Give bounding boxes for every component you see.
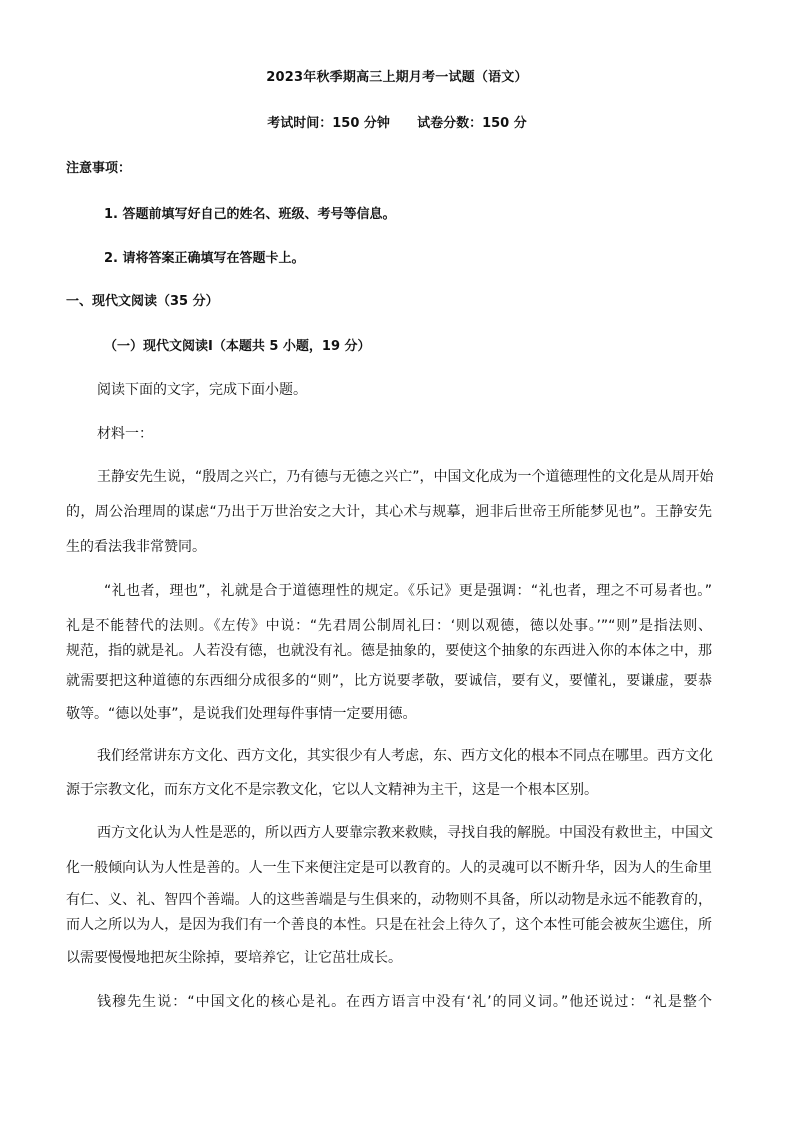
paragraph-2-line: “礼也者，理也”，礼就是合于道德理性的规定。《乐记》更是强调：“礼也者，理之不可易者也。”	[104, 583, 712, 599]
instruction-text: 阅读下面的文字，完成下面小题。	[97, 382, 307, 398]
paragraph-2-line: 敬等。“德以处事”，是说我们处理每件事情一定要用德。	[66, 706, 417, 722]
paragraph-1-line: 的，周公治理周的谋虑“乃出于万世治安之大计，其心术与规摹，迥非后世帝王所能梦见也”。王静安先	[66, 504, 712, 520]
paragraph-3-line: 源于宗教文化，而东方文化不是宗教文化，它以人文精神为主干，这是一个根本区别。	[66, 782, 598, 798]
section-heading: 一、现代文阅读（35 分）	[66, 294, 219, 309]
paragraph-1-line: 生的看法我非常赞同。	[66, 539, 206, 555]
notice-item-1: 1. 答题前填写好自己的姓名、班级、考号等信息。	[104, 207, 396, 222]
paragraph-1-line: 王静安先生说，“殷周之兴亡，乃有德与无德之兴亡”，中国文化成为一个道德理性的文化是从周开始	[97, 469, 714, 485]
paragraph-4-line: 西方文化认为人性是恶的，所以西方人要靠宗教来救赎，寻找自我的解脱。中国没有救世主，中国文	[97, 825, 713, 841]
exam-time-and-score: 考试时间：150 分钟 试卷分数：150 分	[267, 116, 527, 131]
paragraph-2-line: 礼是不能替代的法则。《左传》中说：“先君周公制周礼曰：‘则以观德，德以处事。’”“则”是指法则、	[66, 618, 712, 634]
paragraph-4-line: 而人之所以为人，是因为我们有一个善良的本性。只是在社会上待久了，这个本性可能会被灰尘遮住，所	[66, 917, 712, 933]
paragraph-2-line: 规范，指的就是礼。人若没有德，也就没有礼。德是抽象的，要使这个抽象的东西进入你的本体之中，那	[66, 643, 712, 659]
paragraph-4-line: 化一般倾向认为人性是善的。人一生下来便注定是可以教育的。人的灵魂可以不断升华，因为人的生命里	[66, 860, 712, 876]
material-label: 材料一：	[97, 426, 153, 442]
paragraph-5-line: 钱穆先生说：“中国文化的核心是礼。在西方语言中没有‘礼’的同义词。”他还说过：“礼是整个	[97, 994, 712, 1010]
notice-heading: 注意事项：	[66, 161, 132, 176]
paragraph-3-line: 我们经常讲东方文化、西方文化，其实很少有人考虑，东、西方文化的根本不同点在哪里。西方文化	[97, 748, 713, 764]
subsection-heading: （一）现代文阅读Ⅰ（本题共 5 小题，19 分）	[104, 339, 371, 354]
paragraph-2-line: 就需要把这种道德的东西细分成很多的“则”，比方说要孝敬，要诚信，要有义，要懂礼，要谦虚，要恭	[66, 673, 712, 689]
paragraph-4-line: 以需要慢慢地把灰尘除掉，要培养它，让它茁壮成长。	[66, 950, 402, 966]
notice-item-2: 2. 请将答案正确填写在答题卡上。	[104, 251, 305, 266]
paragraph-4-line: 有仁、义、礼、智四个善端。人的这些善端是与生俱来的，动物则不具备，所以动物是永远不能教育的，	[66, 892, 712, 908]
exam-title: 2023年秋季期高三上期月考一试题（语文）	[266, 70, 528, 85]
